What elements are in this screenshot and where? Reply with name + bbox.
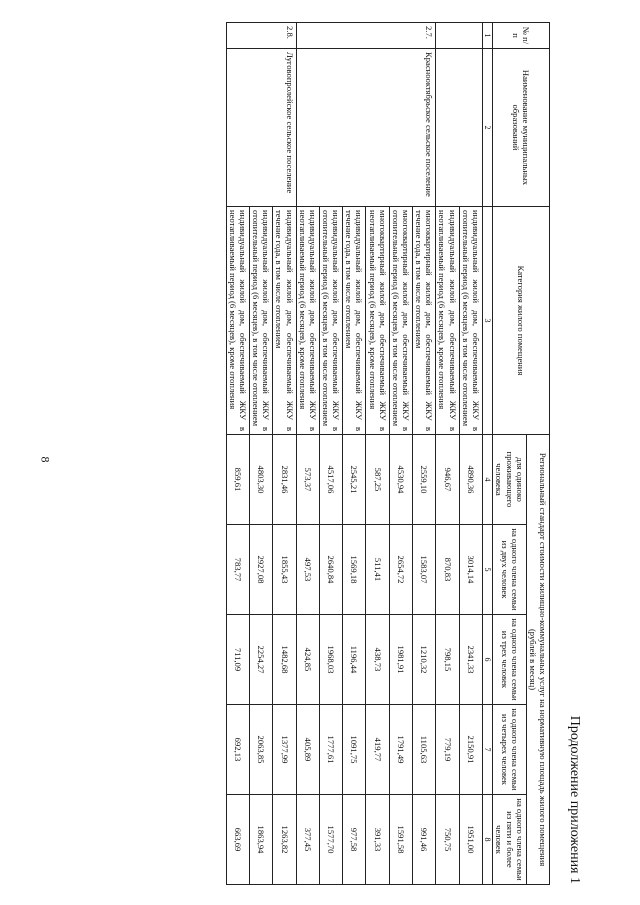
- standard-value: 2341,33: [459, 615, 482, 705]
- housing-category: индивидуальный жилой дом, обеспечиваемый ЖКУ в течение года, в том числе отоплением: [343, 207, 366, 435]
- standard-value: 692,13: [226, 705, 249, 795]
- standard-value: 1210,32: [413, 615, 436, 705]
- table-row: [250, 23, 273, 885]
- row-number: 2.8.: [273, 23, 296, 49]
- row-number: [459, 23, 482, 49]
- header-standard-group: Региональный стандарт стоимости жилищно-коммунальных услуг на нормативную площадь жилого помещения (рублей в месяц): [526, 435, 549, 885]
- row-number: [296, 23, 319, 49]
- table-row: [459, 23, 482, 885]
- standard-value: 750,75: [436, 795, 459, 885]
- header-sub-2: на одного члена семьи из двух человек: [493, 525, 526, 615]
- standards-table: [226, 22, 550, 885]
- standard-value: 511,41: [366, 525, 389, 615]
- col-index-1: 1: [482, 23, 492, 49]
- municipality-name: Краснооктябрьское сельское поселение: [413, 49, 436, 207]
- table-row: [273, 23, 296, 885]
- row-number: [319, 23, 342, 49]
- standard-value: 4530,94: [389, 435, 412, 525]
- housing-category: индивидуальный жилой дом, обеспечиваемый ЖКУ в отопительный период (6 месяцев), в том числе отоплением: [459, 207, 482, 435]
- standard-value: 1377,99: [273, 705, 296, 795]
- housing-category: индивидуальный жилой дом, обеспечиваемый ЖКУ в отопительный период (6 месяцев), в том числе отоплением: [250, 207, 273, 435]
- standard-value: 1569,18: [343, 525, 366, 615]
- standard-value: 419,77: [366, 705, 389, 795]
- header-sub-3: на одного члена семьи из трех человек: [493, 615, 526, 705]
- standard-value: 798,15: [436, 615, 459, 705]
- standard-value: 4890,36: [459, 435, 482, 525]
- table-row: [366, 23, 389, 885]
- col-index-8: 8: [482, 795, 492, 885]
- standard-value: 1091,75: [343, 705, 366, 795]
- col-index-5: 5: [482, 525, 492, 615]
- housing-category: многоквартирный жилой дом, обеспечиваемый ЖКУ в течение года, в том числе отоплением: [413, 207, 436, 435]
- row-number: [436, 23, 459, 49]
- standard-value: 2831,46: [273, 435, 296, 525]
- standard-value: 497,53: [296, 525, 319, 615]
- municipality-name: [319, 49, 342, 207]
- standard-value: 2545,21: [343, 435, 366, 525]
- standard-value: 779,19: [436, 705, 459, 795]
- standard-value: 405,89: [296, 705, 319, 795]
- municipality-name: [343, 49, 366, 207]
- standard-value: 2927,08: [250, 525, 273, 615]
- col-index-2: 2: [482, 49, 492, 207]
- standard-value: 1777,61: [319, 705, 342, 795]
- row-number: [226, 23, 249, 49]
- standard-value: 4803,30: [250, 435, 273, 525]
- col-index-3: 3: [482, 207, 492, 435]
- standard-value: 1591,58: [389, 795, 412, 885]
- table-row: [319, 23, 342, 885]
- standard-value: 3014,14: [459, 525, 482, 615]
- standard-value: 783,77: [226, 525, 249, 615]
- standard-value: 2063,85: [250, 705, 273, 795]
- standard-value: 663,69: [226, 795, 249, 885]
- table-row: [389, 23, 412, 885]
- municipality-name: [250, 49, 273, 207]
- standard-value: 1577,70: [319, 795, 342, 885]
- municipality-name: [366, 49, 389, 207]
- housing-category: индивидуальный жилой дом, обеспечиваемый ЖКУ в течение года, в том числе отоплением: [273, 207, 296, 435]
- standard-value: 2150,91: [459, 705, 482, 795]
- header-sub-4: на одного члена семьи из четырех человек: [493, 705, 526, 795]
- standard-value: 1482,68: [273, 615, 296, 705]
- standard-value: 4517,06: [319, 435, 342, 525]
- standard-value: 1951,00: [459, 795, 482, 885]
- standard-value: 1196,44: [343, 615, 366, 705]
- standard-value: 1968,03: [319, 615, 342, 705]
- standard-value: 859,61: [226, 435, 249, 525]
- row-number: [250, 23, 273, 49]
- row-number: 2.7.: [413, 23, 436, 49]
- standard-value: 991,46: [413, 795, 436, 885]
- housing-category: индивидуальный жилой дом, обеспечиваемый ЖКУ в неотапливаемый период (6 месяцев), кроме отопления: [436, 207, 459, 435]
- table-row: [436, 23, 459, 885]
- standard-value: 1855,43: [273, 525, 296, 615]
- standard-value: 1981,91: [389, 615, 412, 705]
- standard-value: 391,33: [366, 795, 389, 885]
- table-row: [413, 23, 436, 885]
- municipality-name: [389, 49, 412, 207]
- standard-value: 1263,82: [273, 795, 296, 885]
- municipality-name: [459, 49, 482, 207]
- table-row: [226, 23, 249, 885]
- standard-value: 711,09: [226, 615, 249, 705]
- header-category: Категория жилого помещения: [493, 207, 550, 435]
- standard-value: 587,25: [366, 435, 389, 525]
- standard-value: 438,73: [366, 615, 389, 705]
- municipality-name: Луговопролейское сельское поселение: [273, 49, 296, 207]
- standard-value: 1863,94: [250, 795, 273, 885]
- appendix-label: Продолжение приложения 1: [567, 715, 582, 884]
- municipality-name: [296, 49, 319, 207]
- housing-category: индивидуальный жилой дом, обеспечиваемый ЖКУ в отопительный период (6 месяцев), в том числе отоплением: [319, 207, 342, 435]
- rotated-page: [60, 12, 580, 892]
- standard-value: 2559,10: [413, 435, 436, 525]
- housing-category: многоквартирный жилой дом, обеспечиваемый ЖКУ в отопительный период (6 месяцев), в том числе отоплением: [389, 207, 412, 435]
- standard-value: 2640,84: [319, 525, 342, 615]
- standard-value: 870,83: [436, 525, 459, 615]
- housing-category: многоквартирный жилой дом, обеспечиваемый ЖКУ в неотапливаемый период (6 месяцев), кроме отопления: [366, 207, 389, 435]
- standard-value: 424,85: [296, 615, 319, 705]
- standard-value: 573,37: [296, 435, 319, 525]
- municipality-name: [226, 49, 249, 207]
- standard-value: 946,67: [436, 435, 459, 525]
- col-index-4: 4: [482, 435, 492, 525]
- row-number: [343, 23, 366, 49]
- page-number: 8: [38, 456, 53, 463]
- standard-value: 977,58: [343, 795, 366, 885]
- header-sub-5: на одного члена семьи из пяти и более человек: [493, 795, 526, 885]
- standard-value: 2654,72: [389, 525, 412, 615]
- housing-category: индивидуальный жилой дом, обеспечиваемый ЖКУ в неотапливаемый период (6 месяцев), кроме отопления: [226, 207, 249, 435]
- housing-category: индивидуальный жилой дом, обеспечиваемый ЖКУ в неотапливаемый период (6 месяцев), кроме отопления: [296, 207, 319, 435]
- row-number: [366, 23, 389, 49]
- header-municipality: Наименование муниципальных образований: [493, 49, 550, 207]
- header-sub-1: для одиноко проживающего человека: [493, 435, 526, 525]
- standard-value: 1791,49: [389, 705, 412, 795]
- standard-value: 1583,07: [413, 525, 436, 615]
- table-row: [343, 23, 366, 885]
- col-index-7: 7: [482, 705, 492, 795]
- col-index-6: 6: [482, 615, 492, 705]
- standard-value: 2254,27: [250, 615, 273, 705]
- standard-value: 377,45: [296, 795, 319, 885]
- standard-value: 1105,63: [413, 705, 436, 795]
- row-number: [389, 23, 412, 49]
- municipality-name: [436, 49, 459, 207]
- header-num: № п/п: [493, 23, 550, 49]
- table-row: [296, 23, 319, 885]
